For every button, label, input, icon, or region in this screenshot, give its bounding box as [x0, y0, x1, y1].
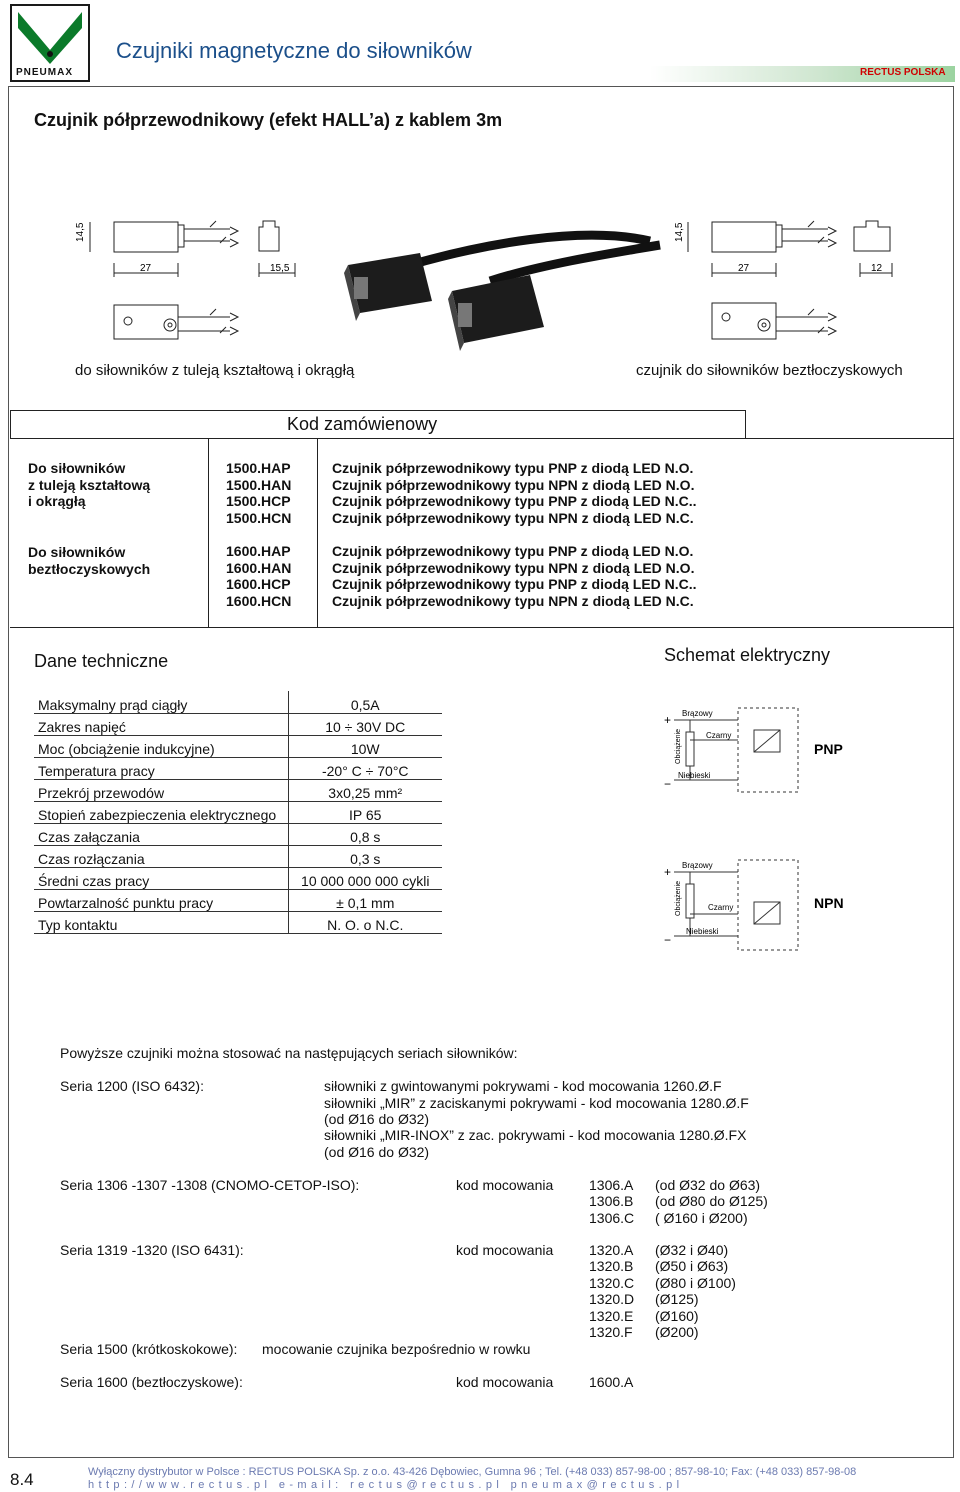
npn-minus: −: [664, 933, 672, 947]
order-descs: [332, 460, 697, 526]
s1200-line: siłowniki „MIR-INOX” z zac. pokrywami - kod mocowania 1280.Ø.FX: [324, 1127, 747, 1143]
group-label-line: Do siłowników: [28, 544, 126, 560]
tech-row: [34, 867, 442, 889]
pnp-label: PNP: [814, 741, 843, 757]
order-code: 1500.HAN: [226, 476, 292, 493]
s1319-kod: kod mocowania: [456, 1242, 554, 1258]
tech-value: 10W: [288, 735, 442, 757]
order-desc: Czujnik półprzewodnikowy typu PNP z diodą LED N.C..: [332, 576, 697, 592]
tech-label: Temperatura pracy: [34, 757, 288, 779]
tech-title: Dane techniczne: [34, 651, 169, 671]
electrical-schematic: [650, 700, 900, 960]
s1306-range: ( Ø160 i Ø200): [655, 1210, 748, 1226]
caption-right: czujnik do siłowników beztłoczyskowych: [636, 362, 903, 379]
tech-row: [34, 735, 442, 757]
order-desc: Czujnik półprzewodnikowy typu NPN z diodą LED N.C.: [332, 509, 694, 526]
s1319-range: (Ø32 i Ø40): [655, 1242, 729, 1258]
tech-row: [34, 845, 442, 867]
right-end-dim: 12: [871, 263, 883, 274]
right-length-dim: 27: [738, 263, 750, 274]
footer-distributor: Wyłączny dystrybutor w Polsce : RECTUS POLSKA Sp. z o.o. 43-426 Dębowiec, Gumna 96 ; Tel. (+48 033) 857-98-00 ; 857-98-10; Fax: (+48 033) 857-98-08: [88, 1466, 857, 1478]
tech-row: [34, 713, 442, 735]
order-code: 1600.HAP: [226, 543, 291, 559]
tech-value: -20° C ÷ 70°C: [288, 757, 442, 779]
s1319-code: 1320.F: [589, 1324, 633, 1340]
left-length-dim: 27: [140, 263, 152, 274]
s1500-text: mocowanie czujnika bezpośrednio w rowku: [262, 1341, 531, 1357]
s1319-range: (Ø80 i Ø100): [655, 1275, 736, 1291]
tech-label: Maksymalny prąd ciągły: [34, 691, 288, 713]
page-title: Czujniki magnetyczne do siłowników: [116, 38, 472, 63]
group-label-line: z tuleją kształtową: [28, 476, 151, 493]
npn-plus: +: [664, 865, 672, 879]
s1600-code: 1600.A: [589, 1374, 634, 1390]
group-label-line: Do siłowników: [28, 460, 126, 476]
tech-value: 0,5A: [288, 691, 442, 713]
order-divider: [317, 439, 318, 627]
npn-blue: Niebieski: [686, 927, 719, 936]
order-divider: [208, 439, 209, 627]
s1319-code: 1320.E: [589, 1308, 634, 1324]
tech-row: [34, 691, 442, 713]
order-desc: Czujnik półprzewodnikowy typu NPN z diodą LED N.C.: [332, 592, 694, 609]
tech-value: 3x0,25 mm²: [288, 779, 442, 801]
tech-row: [34, 823, 442, 845]
s1200-label: Seria 1200 (ISO 6432):: [60, 1078, 204, 1094]
pnp-load: Obciążenie: [675, 728, 682, 764]
s1306-code: 1306.C: [589, 1210, 635, 1226]
s1306-kod: kod mocowania: [456, 1177, 554, 1193]
tech-value: 10 000 000 000 cykli: [288, 867, 442, 889]
tech-row: [34, 779, 442, 801]
tech-label: Moc (obciążenie indukcyjne): [34, 735, 288, 757]
s1319-code: 1320.C: [589, 1275, 635, 1291]
notes-intro: Powyższe czujniki można stosować na następujących seriach siłowników:: [60, 1045, 518, 1061]
pnp-minus: −: [664, 777, 672, 791]
s1319-code: 1320.A: [589, 1242, 634, 1258]
order-code: 1600.HAN: [226, 559, 292, 576]
order-desc: Czujnik półprzewodnikowy typu NPN z diodą LED N.O.: [332, 559, 695, 576]
order-table: [10, 438, 954, 628]
tech-value: 0,8 s: [288, 823, 442, 845]
s1319-range: (Ø50 i Ø63): [655, 1258, 729, 1274]
brand-label: RECTUS POLSKA: [860, 67, 946, 78]
npn-load: Obciążenie: [675, 880, 682, 916]
left-side-view: [90, 221, 295, 339]
npn-label: NPN: [814, 895, 844, 911]
s1500-label: Seria 1500 (krótkoskokowe):: [60, 1341, 238, 1357]
s1200-line: siłowniki „MIR” z zaciskanymi pokrywami - kod mocowania 1280.Ø.F: [324, 1095, 749, 1111]
pnp-blue: Niebieski: [678, 771, 711, 780]
s1319-label: Seria 1319 -1320 (ISO 6431):: [60, 1242, 244, 1258]
schema-title: Schemat elektryczny: [664, 645, 831, 665]
pnp-plus: +: [664, 713, 672, 727]
order-code: 1500.HCN: [226, 509, 292, 526]
tech-table: [34, 691, 442, 934]
pnp-brown: Brązowy: [682, 709, 713, 718]
s1306-code: 1306.A: [589, 1177, 634, 1193]
tech-row: [34, 889, 442, 911]
s1319-code: 1320.B: [589, 1258, 634, 1274]
s1306-code: 1306.B: [589, 1193, 634, 1209]
sensor-drawings: [60, 205, 940, 355]
left-end-dim: 15,5: [270, 263, 290, 274]
s1319-range: (Ø200): [655, 1324, 699, 1340]
order-descs: [332, 543, 697, 609]
order-code: 1500.HCP: [226, 493, 291, 509]
left-height-dim: 14,5: [75, 222, 86, 242]
tech-label: Czas załączania: [34, 823, 288, 845]
tech-value: 0,3 s: [288, 845, 442, 867]
sensor-photo: [344, 235, 660, 351]
order-desc: Czujnik półprzewodnikowy typu PNP z diodą LED N.O.: [332, 543, 694, 559]
tech-row: [34, 757, 442, 779]
s1319-code: 1320.D: [589, 1291, 635, 1307]
order-codes: [226, 543, 291, 609]
pnp-black: Czarny: [706, 731, 732, 740]
s1200-line: siłowniki z gwintowanymi pokrywami - kod mocowania 1260.Ø.F: [324, 1078, 722, 1094]
tech-label: Powtarzalność punktu pracy: [34, 889, 288, 911]
s1319-range: (Ø160): [655, 1308, 699, 1324]
right-height-dim: 14,5: [674, 222, 685, 242]
tech-row: [34, 911, 442, 933]
tech-row: [34, 801, 442, 823]
footer-contact: http://www.rectus.pl e-mail: rectus@rectus.pl pneumax@rectus.pl: [88, 1479, 684, 1491]
page-number: 8.4: [10, 1470, 34, 1489]
order-group-label: [28, 544, 150, 577]
s1600-kod: kod mocowania: [456, 1374, 554, 1390]
order-title: Kod zamówienowy: [287, 414, 438, 434]
s1306-range: (od Ø80 do Ø125): [655, 1193, 768, 1209]
order-code: 1500.HAP: [226, 460, 291, 476]
group-label-line: i okrągłą: [28, 493, 86, 509]
tech-label: Zakres napięć: [34, 713, 288, 735]
tech-label: Typ kontaktu: [34, 911, 288, 933]
tech-value: N. O. o N.C.: [288, 911, 442, 933]
logo-emblem-icon: [12, 6, 88, 66]
logo-text: PNEUMAX: [16, 67, 74, 78]
order-code: 1600.HCP: [226, 576, 291, 592]
order-desc: Czujnik półprzewodnikowy typu NPN z diodą LED N.O.: [332, 476, 695, 493]
section-subtitle: Czujnik półprzewodnikowy (efekt HALL’a) z kablem 3m: [34, 110, 503, 130]
npn-black: Czarny: [708, 903, 734, 912]
caption-left: do siłowników z tuleją kształtową i okrągłą: [75, 362, 355, 379]
tech-label: Średni czas pracy: [34, 867, 288, 889]
tech-label: Przekrój przewodów: [34, 779, 288, 801]
tech-value: IP 65: [288, 801, 442, 823]
tech-label: Czas rozłączania: [34, 845, 288, 867]
tech-label: Stopień zabezpieczenia elektrycznego: [34, 801, 288, 823]
s1200-line: (od Ø16 do Ø32): [324, 1144, 430, 1160]
pneumax-logo: [10, 4, 90, 82]
s1319-range: (Ø125): [655, 1291, 699, 1307]
right-side-view: [688, 221, 892, 339]
order-group-label: [28, 460, 150, 510]
s1600-label: Seria 1600 (beztłoczyskowe):: [60, 1374, 243, 1390]
order-codes: [226, 460, 291, 526]
tech-value: 10 ÷ 30V DC: [288, 713, 442, 735]
npn-brown: Brązowy: [682, 861, 713, 870]
order-desc: Czujnik półprzewodnikowy typu PNP z diodą LED N.C..: [332, 493, 697, 509]
s1306-range: (od Ø32 do Ø63): [655, 1177, 761, 1193]
group-label-line: beztłoczyskowych: [28, 560, 151, 577]
order-desc: Czujnik półprzewodnikowy typu PNP z diodą LED N.O.: [332, 460, 694, 476]
s1200-line: (od Ø16 do Ø32): [324, 1111, 430, 1127]
tech-value: ± 0,1 mm: [288, 889, 442, 911]
order-code: 1600.HCN: [226, 592, 292, 609]
s1306-label: Seria 1306 -1307 -1308 (CNOMO-CETOP-ISO):: [60, 1177, 360, 1193]
